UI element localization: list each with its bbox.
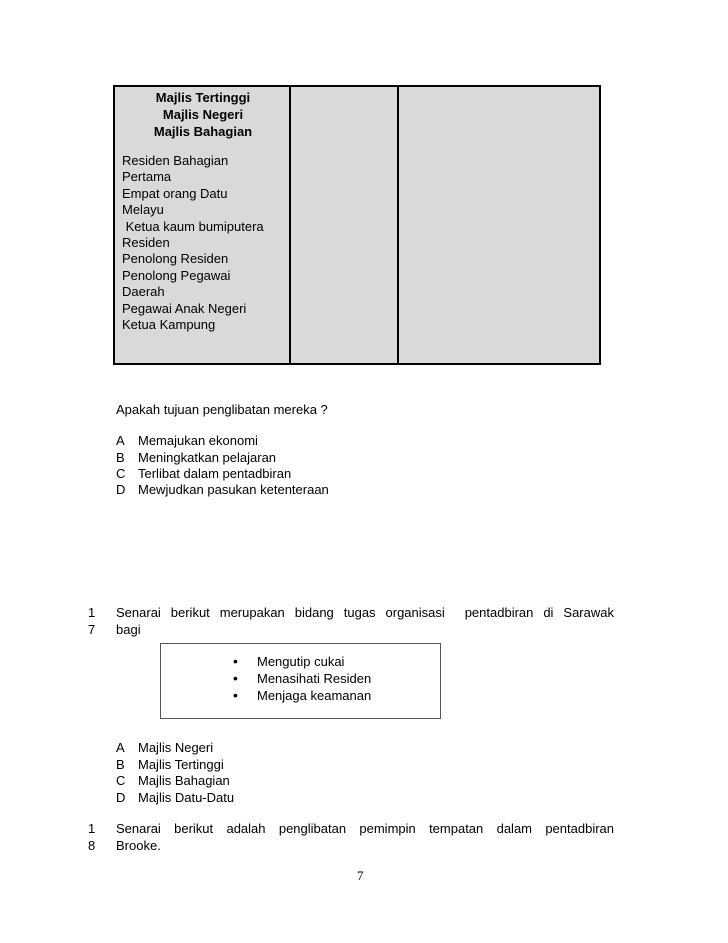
bullet-icon: • (233, 670, 238, 686)
table-line: Penolong Pegawai (122, 267, 231, 283)
option-text: Mewjudkan pasukan ketenteraan (138, 482, 329, 497)
option-letter: C (116, 466, 126, 481)
q17-number-digit-2: 7 (88, 622, 96, 637)
q18-question-line1: Senarai berikut adalah penglibatan pemimpin tempatan dalam pentadbiran (116, 821, 614, 836)
table-line: Ketua kaum bumiputera (122, 218, 264, 234)
table-header-majlis-negeri: Majlis Negeri (162, 107, 244, 122)
page-number: 7 (357, 868, 364, 883)
option-letter: C (116, 773, 126, 788)
q18-question-line2: Brooke. (116, 838, 161, 853)
table-line: Daerah (122, 284, 165, 300)
option-text: Majlis Tertinggi (138, 757, 224, 772)
table-line: Ketua Kampung (122, 317, 216, 333)
q17-bullet-box (160, 643, 441, 719)
option-letter: D (116, 482, 126, 497)
option-text: Meningkatkan pelajaran (138, 450, 277, 465)
table-line: Residen (122, 235, 170, 251)
option-text: Majlis Datu-Datu (138, 790, 235, 805)
q17-question-line2: bagi (116, 622, 141, 637)
q18-number-digit-1: 1 (88, 821, 96, 836)
q16-question: Apakah tujuan penglibatan mereka ? (116, 402, 328, 417)
organisation-table (113, 85, 601, 365)
bullet-icon: • (233, 687, 238, 703)
option-text: Majlis Negeri (138, 740, 214, 755)
table-header-majlis-bahagian: Majlis Bahagian (153, 124, 253, 139)
table-line: Empat orang Datu (122, 185, 228, 201)
option-text: Majlis Bahagian (138, 773, 230, 788)
option-letter: B (116, 450, 125, 465)
table-line: Pegawai Anak Negeri (122, 300, 247, 316)
q17-question-line1: Senarai berikut merupakan bidang tugas organisasi pentadbiran di Sarawak (116, 605, 614, 620)
option-letter: D (116, 790, 126, 805)
bullet-text: Menjaga keamanan (257, 688, 372, 703)
table-column-divider (397, 87, 399, 363)
q18-number-digit-2: 8 (88, 838, 96, 853)
table-member-list (122, 153, 264, 333)
q17-number-digit-1: 1 (88, 605, 96, 620)
bullet-text: Menasihati Residen (257, 671, 372, 686)
option-letter: A (116, 433, 125, 448)
table-header-majlis-tertinggi: Majlis Tertinggi (155, 90, 251, 105)
bullet-text: Mengutip cukai (257, 654, 345, 669)
bullet-icon: • (233, 653, 238, 669)
option-letter: B (116, 757, 125, 772)
table-line: Melayu (122, 202, 164, 218)
table-line: Residen Bahagian (122, 153, 229, 168)
option-text: Terlibat dalam pentadbiran (138, 466, 292, 481)
option-text: Memajukan ekonomi (138, 433, 258, 448)
table-line: Pertama (122, 169, 172, 185)
table-line: Penolong Residen (122, 251, 229, 267)
option-letter: A (116, 740, 125, 755)
